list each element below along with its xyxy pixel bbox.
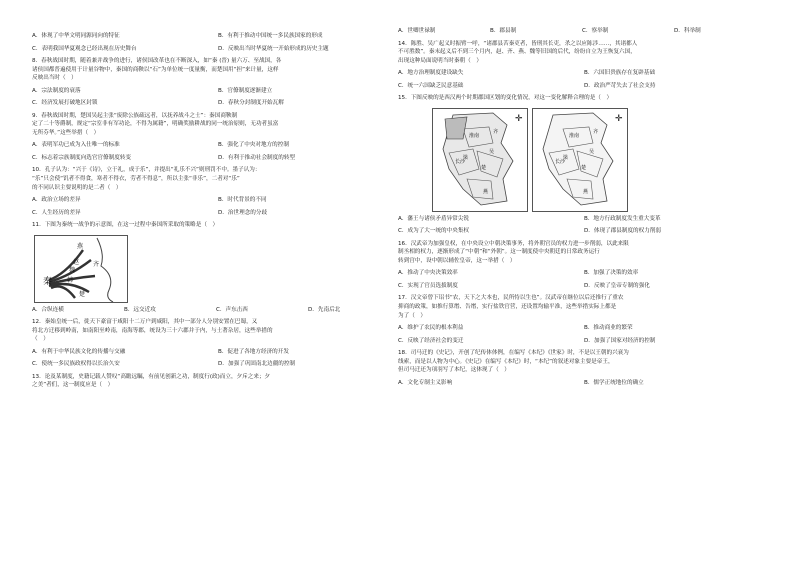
question-line: 13．论及某制度，史籍记载人赞叹“高瞻远瞩，有前见创新之功，制度行(政)而立，夕斥之来；夕 [32,373,271,380]
map-label: 燕 [77,242,84,250]
option-text: D．加强了国家对经济的控制 [584,337,656,344]
option-text: B．强化了中央对地方的控制 [218,142,289,149]
option-text: D．反映了皇帝专制的强化 [584,282,650,289]
question-line: 线索，而是以人物为中心。《史记》在编写《本纪》时，“本纪”的叙述对象主要是帝王， [398,358,614,365]
option-text: C．实现了官员选拔制度 [398,282,458,289]
option-text: C．表明我国华夏观念已经出现在历史舞台 [32,45,137,52]
map-label: 淮南 [569,132,580,139]
map-label: 淮南 [469,132,480,139]
option-text: D．先南后北 [308,306,341,313]
map-label: 魏 [69,266,76,274]
option-text: B．六国旧贵族存在复辟基础 [584,70,655,77]
question-line: 17．汉文帝曾下诏书“农，天下之大本也，民所恃以生也”。汉武帝在继位以后还推行了重农 [398,295,624,302]
campaign-arrow [51,286,75,298]
option-text: D．反映出当时华夏统一开始形成的历史主题 [218,45,329,52]
option-text: B．加强了决策的效率 [584,270,639,277]
option-text: A．体现了中华文明同源同向的特征 [32,33,120,39]
question-line: 但司马迁还为项羽写了本纪，这体现了（ ） [398,367,510,374]
map-label: 秦 [43,276,53,287]
option-text: B．郡县制 [490,28,517,34]
map-label: 齐 [493,128,499,135]
question-line: 制丞相的权力，逐渐形成了“中朝”和“外朝”。这一制度使中央朝廷的日常政务运行 [398,249,600,256]
option-text: D．加强了巩固南北边疆的控制 [218,361,296,368]
qin-map-figure [35,236,127,302]
question-line: 出现这种局面说明当时秦朝（ ） [398,57,482,64]
north-arrow-icon: ✛ [515,113,523,124]
question-line: （ ） [32,336,49,343]
option-text: C．成为了大一统的中央集权 [398,228,470,235]
question-line: 无所芬华。”这些举措（ ） [32,129,100,136]
qin-unification-map [34,235,128,303]
option-text: C．统一六国缺乏民意基础 [398,82,464,89]
question-line: 14．陈胜、吴广起义时振臂一呼，“诸郡县苦秦吏者，皆刑其长吏，杀之以应陈涉……，其诸都人 [398,40,638,47]
option-text: A．合纵连横 [32,306,64,313]
map-label: 楚 [481,164,487,171]
option-text: B．有利于推动中国统一多民族国家的形成 [218,33,323,39]
north-arrow-icon: ✛ [615,113,623,124]
option-text: D．体现了郡县制度的权力削弱 [584,228,662,235]
option-text: C．经济发展打破地区封锁 [32,100,98,107]
question-line: 10．孔子认为：“兴于《诗》，立于礼，成于乐”，并提出“礼乐不兴”则刑罚不中。墨子认为： [32,167,261,174]
map-label: 燕 [483,188,489,195]
option-text: B．远交近攻 [124,306,156,313]
question-line: 不可胜数”。秦末起义后不到三个月内，赵、齐、燕、魏等旧国的后代，纷纷自立为王恢复六国， [398,49,636,56]
map-label: 吴 [589,148,595,155]
map-label: 长沙 [455,158,466,165]
map-label: 梁 [463,154,469,161]
question-line: 转到宫中，设中朝以辅佐皇帝，这一举措（ ） [398,257,516,264]
option-text: A．藩王与诸侯矛盾异常尖锐 [398,215,469,222]
question-line: 为了（ ） [398,312,426,319]
option-text: D．春秋分封制度开始瓦解 [218,100,284,107]
map-label: 赵 [73,258,80,266]
option-text: A．政治立场的差异 [32,197,81,204]
question-line: 12．秦始皇统一后，徙天下豪富于咸阳十二万户到咸阳，其中一部分人分别安置在巴蜀，又 [32,319,258,326]
option-text: A．文化专制主义影响 [398,379,453,386]
option-text: A．推动了中央决策效率 [398,270,458,277]
option-text: D．科举制 [674,28,701,34]
question-line: 抑商的政策，如推行算缗、告缗，实行盐铁官营，还设置均输平准，这些举措实际上都是 [398,304,617,310]
han-map-figure [533,109,627,211]
map-label: 燕 [583,188,589,195]
option-text: B．时代背景的不同 [218,197,267,204]
option-text: B．地方行政制度发生重大变革 [584,215,661,222]
option-text: B．儒学正统地位的确立 [584,379,644,386]
question-line: 18．司马迁的《史记》，开创了纪传体体例，在编写《本纪》《世家》时，不是以王朝的兴衰为 [398,350,629,357]
question-line: 反映出当时（ ） [32,75,77,82]
option-text: A．世卿世禄制 [398,28,436,34]
option-text: A．表明军功已成为入仕唯一的标准 [32,142,120,149]
han-map-early [432,108,528,212]
option-text: C．使统一多民族政权得以长治久安 [32,361,120,368]
option-text: A．维护了农民的根本利益 [398,325,464,332]
map-label: 齐 [593,128,599,135]
option-text: B．促进了各地方经济的开发 [218,348,289,355]
coastline [97,238,113,302]
question-line: 16．汉武帝为加强皇权，在中央设立中朝决策事务，将外朝官员的权力进一步削弱，以此来限 [398,240,629,247]
option-text: B．推动商业的繁荣 [584,325,633,332]
option-text: C．声东击西 [216,306,248,313]
question-line: 诸侯国都普遍使用于计量谷物中，秦国的商鞅以“石”为单位统一度量衡，而楚国用“担”来计量，这样 [32,66,279,73]
question-line: 15．下图反映的是西汉两个时期郡国区划的变化情况，对这一变化解释合理的是（ ） [398,95,613,102]
question-line: 9．春秋战国时期，楚国吴起主张“废除公族疏远者，以抚养战斗之士”：秦国商鞅制 [32,112,238,119]
question-line: 定了二十等爵制，规定“宗室非有军功论，不得为属籍”，明确奖励耕战的同一统治原则，无功者虽富 [32,121,279,128]
map-label: 楚 [581,164,587,171]
map-label: 梁 [563,154,569,161]
option-text: C．标志着宗族制度向选官官僚制度转变 [32,154,132,161]
option-text: A．宗法制度的衰落 [32,87,81,94]
question-line: 11．下图为秦统一战争的示意图，在这一过程中秦国所采取的策略是（ ） [32,222,219,229]
hatched-region [445,117,467,139]
option-text: B．官僚制度逐渐建立 [218,87,273,94]
map-label: 吴 [489,148,495,155]
question-line: 的不同认识主要说明的是二者（ ） [32,184,122,191]
option-text: A．地方治理制度建设缺失 [398,70,464,77]
map-label: 长沙 [555,158,566,165]
option-text: D．治世理念的分歧 [218,209,268,216]
question-line: “乐”只会使“饥者不得食，寒者不得衣，劳者不得息”，所以主张“非乐”，二者对“乐” [32,176,240,182]
map-label: 齐 [93,260,100,268]
question-line: 将北方迁移到岭南，如南阳至岭南，南海等郡，统设为三十六郡并于内，与土著杂居，这些举措的 [32,327,273,334]
option-text: C．反映了经济社会的变迁 [398,337,464,344]
option-text: C．察举制 [582,28,609,34]
option-text: D．政治严苛失去了社会支持 [584,82,656,89]
map-label: 楚 [79,290,86,298]
han-map-figure [433,109,527,211]
question-line: 之美”者们，这一制度应是（ ） [32,382,114,389]
option-text: D．有利于推动社会制度的转型 [218,154,296,161]
option-text: C．人生经历的差异 [32,209,81,216]
option-text: A．有利于中华民族文化的传播与交融 [32,348,126,355]
han-map-late [532,108,628,212]
question-line: 8．春秋战国时期，随着兼并战争的进行，诸侯国改革也在不断深入，如“秦 (晋) 量六万、至战国，各 [32,58,282,64]
map-label: 韩 [67,276,74,284]
